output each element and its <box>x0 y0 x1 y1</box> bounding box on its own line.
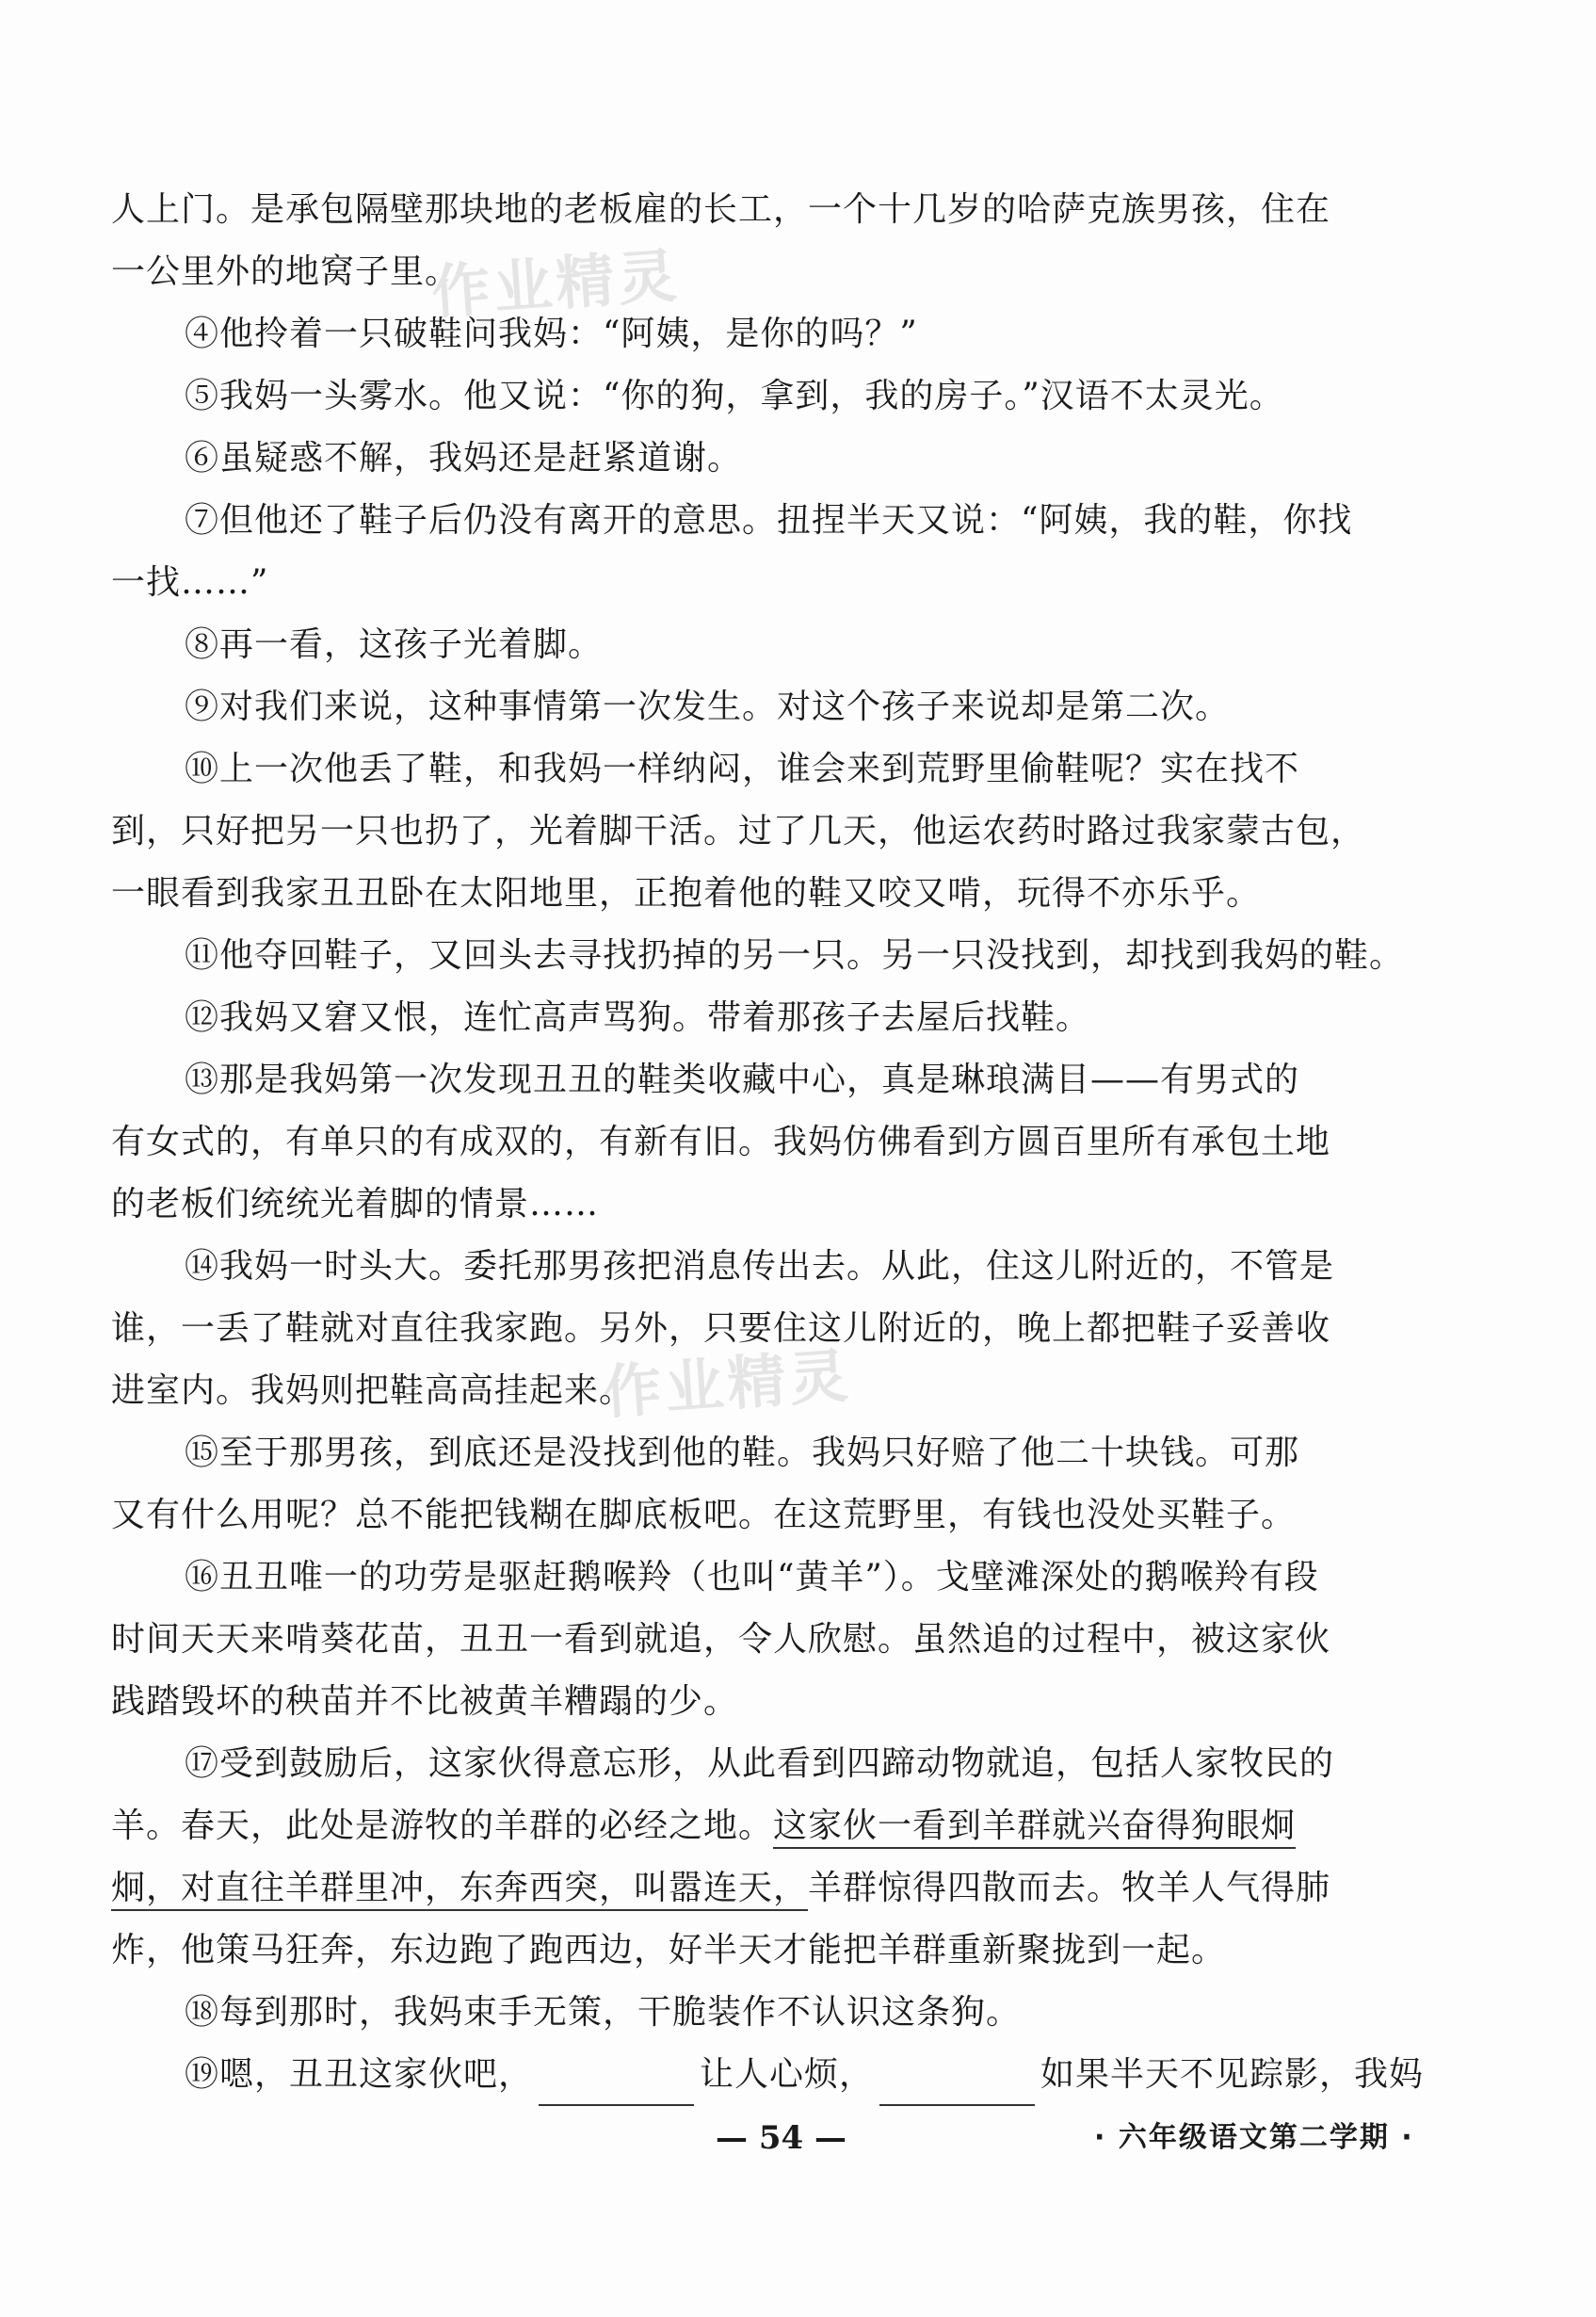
watermark: 作业精灵 <box>429 240 683 328</box>
text-line <box>111 1795 1420 1857</box>
fill-blank-1[interactable] <box>539 2070 694 2106</box>
paragraph-14: ⑭我妈一时头大。委托那男孩把消息传出去。从此，住这儿附近的，不管是 <box>185 1247 1335 1286</box>
page-number: — 54 — <box>716 2119 846 2157</box>
text-line: 的老板们统统光着脚的情景…… <box>111 1185 600 1223</box>
paragraph-13: ⑬那是我妈第一次发现丑丑的鞋类收藏中心，真是琳琅满目——有男式的 <box>185 1061 1300 1099</box>
underlined-sentence: 这家伙一看到羊群就兴奋得狗眼炯 <box>773 1807 1296 1849</box>
text-line: 有女式的，有单只的有成双的，有新有旧。我妈仿佛看到方圆百里所有承包土地 <box>111 1123 1331 1161</box>
paragraph-18: ⑱每到那时，我妈束手无策，干脆装作不认识这条狗。 <box>185 1993 1022 2032</box>
text-segment: 如果半天不见踪影，我妈 <box>1040 2055 1425 2094</box>
paragraph-11: ⑪他夺回鞋子，又回头去寻找扔掉的另一只。另一只没找到，却找到我妈的鞋。 <box>185 936 1405 975</box>
text-segment: 羊群惊得四散而去。牧羊人气得肺 <box>808 1869 1331 1907</box>
text-line: 一找……” <box>111 563 269 602</box>
text-line: 一公里外的地窝子里。 <box>111 252 460 291</box>
text-line: 又有什么用呢？总不能把钱糊在脚底板吧。在这荒野里，有钱也没处买鞋子。 <box>111 1496 1297 1534</box>
paragraph-15: ⑮至于那男孩，到底还是没找到他的鞋。我妈只好赔了他二十块钱。可那 <box>185 1434 1300 1472</box>
text-segment: 让人心烦， <box>700 2055 875 2094</box>
paragraph-6: ⑥虽疑惑不解，我妈还是赶紧道谢。 <box>185 439 743 478</box>
article-body <box>111 179 1425 2106</box>
text-line: 人上门。是承包隔壁那块地的老板雇的长工，一个十几岁的哈萨克族男孩，住在 <box>111 190 1331 229</box>
paragraph-9: ⑨对我们来说，这种事情第一次发生。对这个孩子来说却是第二次。 <box>185 688 1231 726</box>
text-line: 到，只好把另一只也扔了，光着脚干活。过了几天，他运农药时路过我家蒙古包， <box>111 812 1366 851</box>
text-line <box>111 1857 1420 1920</box>
text-line: 进室内。我妈则把鞋高高挂起来。 <box>111 1371 635 1410</box>
text-line: 时间天天来啃葵花苗，丑丑一看到就追，令人欣慰。虽然追的过程中，被这家伙 <box>111 1620 1331 1659</box>
paragraph-7: ⑦但他还了鞋子后仍没有离开的意思。扭捏半天又说：“阿姨，我的鞋，你找 <box>185 501 1353 540</box>
paragraph-19 <box>111 2044 1425 2106</box>
paragraph-16: ⑯丑丑唯一的功劳是驱赶鹅喉羚（也叫“黄羊”）。戈壁滩深处的鹅喉羚有段 <box>185 1558 1319 1596</box>
paragraph-17: ⑰受到鼓励后，这家伙得意忘形，从此看到四蹄动物就追，包括人家牧民的 <box>185 1744 1335 1783</box>
paragraph-12: ⑫我妈又窘又恨，连忙高声骂狗。带着那孩子去屋后找鞋。 <box>185 998 1091 1037</box>
paragraph-4: ④他拎着一只破鞋问我妈：“阿姨，是你的吗？” <box>185 315 918 353</box>
watermark: 作业精灵 <box>601 1340 854 1428</box>
paragraph-8: ⑧再一看，这孩子光着脚。 <box>185 625 604 664</box>
fill-blank-2[interactable] <box>879 2070 1035 2106</box>
text-line: 谁，一丢了鞋就对直往我家跑。另外，只要住这儿附近的，晚上都把鞋子妥善收 <box>111 1309 1331 1348</box>
text-segment: ⑲嗯，丑丑这家伙吧， <box>185 2055 534 2094</box>
paragraph-10: ⑩上一次他丢了鞋，和我妈一样纳闷，谁会来到荒野里偷鞋呢？实在找不 <box>185 750 1300 788</box>
paragraph-5: ⑤我妈一头雾水。他又说：“你的狗，拿到，我的房子。”汉语不太灵光。 <box>185 377 1284 415</box>
page-footer <box>0 2110 1596 2166</box>
text-line: 炸，他策马狂奔，东边跑了跑西边，好半天才能把羊群重新聚拢到一起。 <box>111 1931 1227 1969</box>
book-title: · 六年级语文第二学期 · <box>1094 2121 1414 2154</box>
text-line: 践踏毁坏的秧苗并不比被黄羊糟蹋的少。 <box>111 1682 739 1721</box>
text-line: 一眼看到我家丑丑卧在太阳地里，正抱着他的鞋又咬又啃，玩得不亦乐乎。 <box>111 874 1262 913</box>
underlined-sentence: 炯，对直往羊群里冲，东奔西突，叫嚣连天， <box>111 1869 808 1911</box>
text-segment: 羊。春天，此处是游牧的羊群的必经之地。 <box>111 1807 774 1845</box>
